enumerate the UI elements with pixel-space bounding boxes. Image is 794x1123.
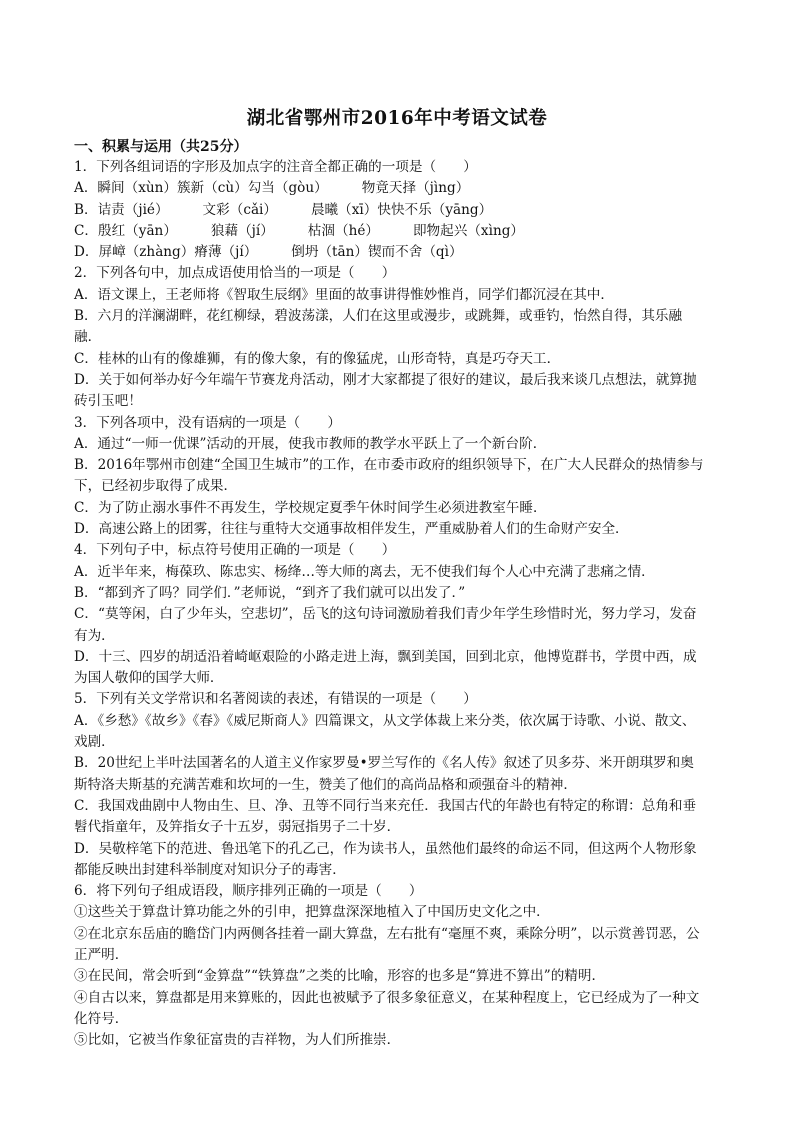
text-line: A．瞬间（xùn）簇新（cù）勾当（gòu） 物竟天择（jìng） [74, 180, 470, 197]
text-line: 3．下列各项中，没有语病的一项是（ ） [74, 414, 341, 431]
text-line: 下，已经初步取得了成果． [74, 478, 238, 495]
text-line: C．桂林的山有的像雄狮，有的像大象，有的像猛虎，山形奇特，真是巧夺天工． [74, 350, 561, 367]
text-line: ⑤比如，它被当作象征富贵的吉祥物，为人们所推崇． [74, 1032, 401, 1049]
text-line: A．近半年来，梅葆玖、陈忠实、杨绛…等大师的离去，无不使我们每个人心中充满了悲痛之情． [74, 563, 655, 580]
text-line: 4．下列句子中，标点符号使用正确的一项是（ ） [74, 542, 396, 559]
text-line: ①这些关于算盘计算功能之外的引申，把算盘深深地植入了中国历史文化之中． [74, 904, 550, 921]
text-line: 融． [74, 329, 102, 346]
section-heading: 一、积累与运用（共25分） [74, 139, 248, 155]
text-line: D．关于如何举办好今年端午节赛龙舟活动，刚才大家都提了很好的建议，最后我来谈几点想法，就算抛 [74, 371, 697, 388]
page-title: 湖北省鄂州市2016年中考语文试卷 [246, 108, 548, 129]
text-line: A．《乡愁》《故乡》《春》《威尼斯商人》四篇课文，从文学体裁上来分类，依次属于诗歌、小说、散文、 [74, 712, 696, 729]
text-line: D．屏嶂（zhàng）瘠薄（jí） 倒坍（tān）锲而不舍（qì） [74, 244, 463, 261]
text-line: 1．下列各组词语的字形及加点字的注音全都正确的一项是（ ） [74, 159, 477, 175]
text-line: B．六月的洋澜湖畔，花红柳绿，碧波荡漾，人们在这里或漫步，或跳舞，或垂钓，怡然自得，其乐融 [74, 308, 683, 325]
text-line: 5．下列有关文学常识和名著阅读的表述，有错误的一项是（ ） [74, 691, 477, 708]
text-line: C．我国戏曲剧中人物由生、旦、净、丑等不同行当来充任．我国古代的年龄也有特定的称谓：总角和垂 [74, 797, 697, 814]
text-line: 正严明． [74, 946, 129, 963]
text-line: B．20世纪上半叶法国著名的人道主义作家罗曼•罗兰写作的《名人传》叙述了贝多芬、米开朗琪罗和奥 [74, 755, 694, 772]
text-line: 戏剧． [74, 734, 115, 751]
text-line: 髫代指童年，及笄指女子十五岁，弱冠指男子二十岁． [74, 819, 401, 836]
text-line: C．“莫等闲，白了少年头，空悲切”，岳飞的这句诗词激励着我们青少年学生珍惜时光，努力学习，发奋 [74, 606, 697, 623]
text-line: ③在民间，常会听到“金算盘”“铁算盘”之类的比喻，形容的也多是“算进不算出”的精明． [74, 968, 606, 985]
text-line: 6．将下列句子组成语段，顺序排列正确的一项是（ ） [74, 883, 423, 900]
text-line: 化符号． [74, 1010, 129, 1027]
text-line: C．殷红（yān） 狼藉（jí） 枯涸（hé） 即物起兴（xìng） [74, 222, 524, 239]
text-line: 2．下列各句中，加点成语使用恰当的一项是（ ） [74, 265, 396, 282]
text-line: 砖引玉吧！ [74, 393, 142, 410]
question-body [74, 157, 722, 1051]
text-line: B．诘责（jié） 文彩（cǎi） 晨曦（xī）快快不乐（yāng） [74, 201, 493, 218]
text-line: D．吴敬梓笔下的范进、鲁迅笔下的孔乙己，作为读书人，虽然他们最终的命运不同，但这两个人物形象 [74, 840, 697, 857]
text-line: C．为了防止溺水事件不再发生，学校规定夏季午休时间学生必须进教室午睡． [74, 499, 547, 516]
text-line: B．2016年鄂州市创建“全国卫生城市”的工作，在市委市政府的组织领导下，在广大人民群众的热情参与 [74, 457, 704, 474]
text-line: 有为． [74, 627, 115, 644]
text-line: 斯特洛夫斯基的充满苦难和坎坷的一生，赞美了他们的高尚品格和顽强奋斗的精神． [74, 776, 577, 793]
text-line: D．十三、四岁的胡适沿着崎岖艰险的小路走进上海，飘到美国，回到北京，他博览群书，学贯中西，成 [74, 648, 697, 665]
text-line: B．“都到齐了吗？同学们．”老师说，“到齐了我们就可以出发了．” [74, 584, 466, 601]
text-line: ④自古以来，算盘都是用来算账的，因此也被赋予了很多象征意义，在某种程度上，它已经成为了一种文 [74, 989, 700, 1006]
text-line: ②在北京东岳庙的瞻岱门内两侧各挂着一副大算盘，左右批有“毫厘不爽，乘除分明”，以示赏善罚恶，公 [74, 925, 700, 942]
text-line: 为国人敬仰的国学大师． [74, 670, 224, 687]
text-line: A．通过“一师一优课”活动的开展，使我市教师的教学水平跃上了一个新台阶． [74, 435, 547, 452]
text-line: 都能反映出封建科举制度对知识分子的毒害． [74, 861, 346, 878]
text-line: D．高速公路上的团雾，往往与重特大交通事故相伴发生，严重威胁着人们的生命财产安全． [74, 521, 629, 538]
text-line: A．语文课上，王老师将《智取生辰纲》里面的故事讲得惟妙惟肖，同学们都沉浸在其中． [74, 286, 614, 303]
